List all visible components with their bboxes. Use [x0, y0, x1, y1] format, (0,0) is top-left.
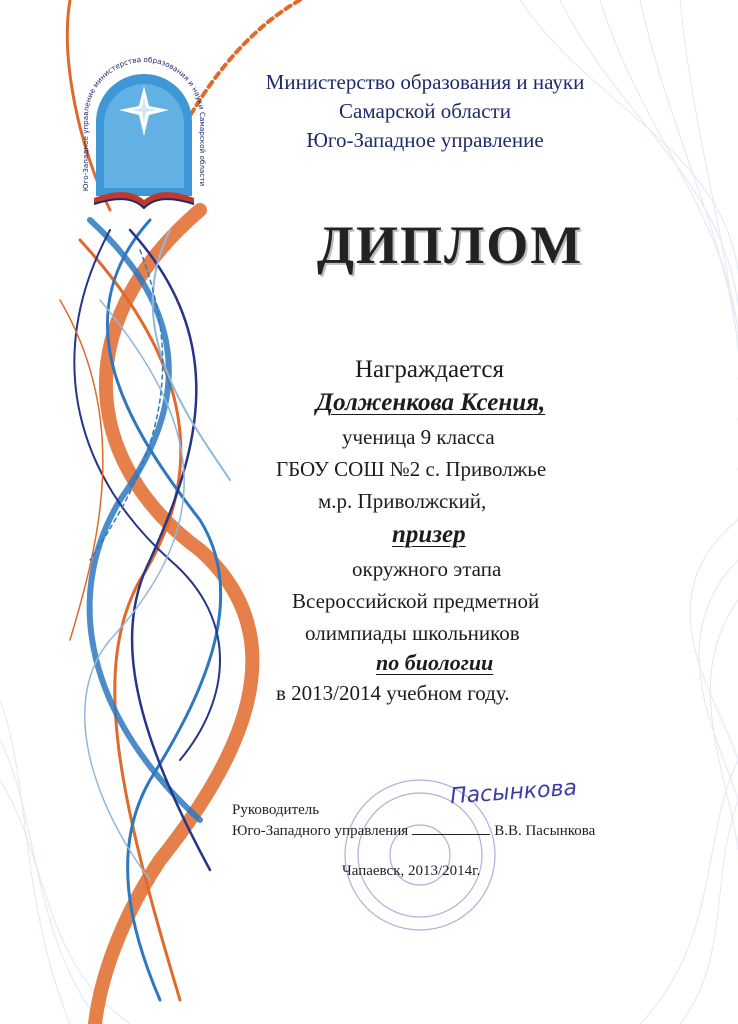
olympiad-line-2: олимпиады школьников [305, 621, 520, 645]
district-text: м.р. Приволжский, [318, 489, 487, 513]
ministry-emblem [74, 48, 214, 218]
recipient-name: Долженкова Ксения, [316, 389, 546, 416]
subject-text: по биологии [376, 650, 494, 675]
header-line-3: Юго-Западное управление [306, 128, 544, 152]
handwritten-signature: Пасынкова [449, 775, 578, 810]
signatory-row [232, 820, 595, 841]
svg-text:Юго-Западное управление минист: Юго-Западное управление министерства образования и науки Самарской области [81, 54, 208, 192]
diploma-title: ДИПЛОМ [316, 215, 584, 275]
signature-line [412, 820, 490, 835]
signatory-position-2: Юго-Западного управления [232, 823, 409, 839]
signatory-block [232, 800, 595, 841]
stage-text: окружного этапа [352, 557, 502, 581]
grade-text: ученица 9 класса [342, 425, 495, 449]
header-line-2: Самарской области [339, 99, 511, 123]
olympiad-line-1: Всероссийской предметной [292, 589, 540, 613]
emblem-star-icon [74, 48, 214, 218]
signatory-position-1: Руководитель [232, 802, 320, 818]
place-and-date: Чапаевск, 2013/2014г. [342, 863, 481, 879]
header-line-1: Министерство образования и науки [265, 70, 585, 94]
award-status: призер [392, 521, 466, 548]
ministry-header [225, 68, 625, 155]
awarded-label: Награждается [355, 356, 505, 383]
school-text: ГБОУ СОШ №2 с. Приволжье [276, 457, 547, 481]
year-text: в 2013/2014 учебном году. [276, 681, 510, 705]
signatory-name: В.В. Пасынкова [494, 823, 596, 839]
